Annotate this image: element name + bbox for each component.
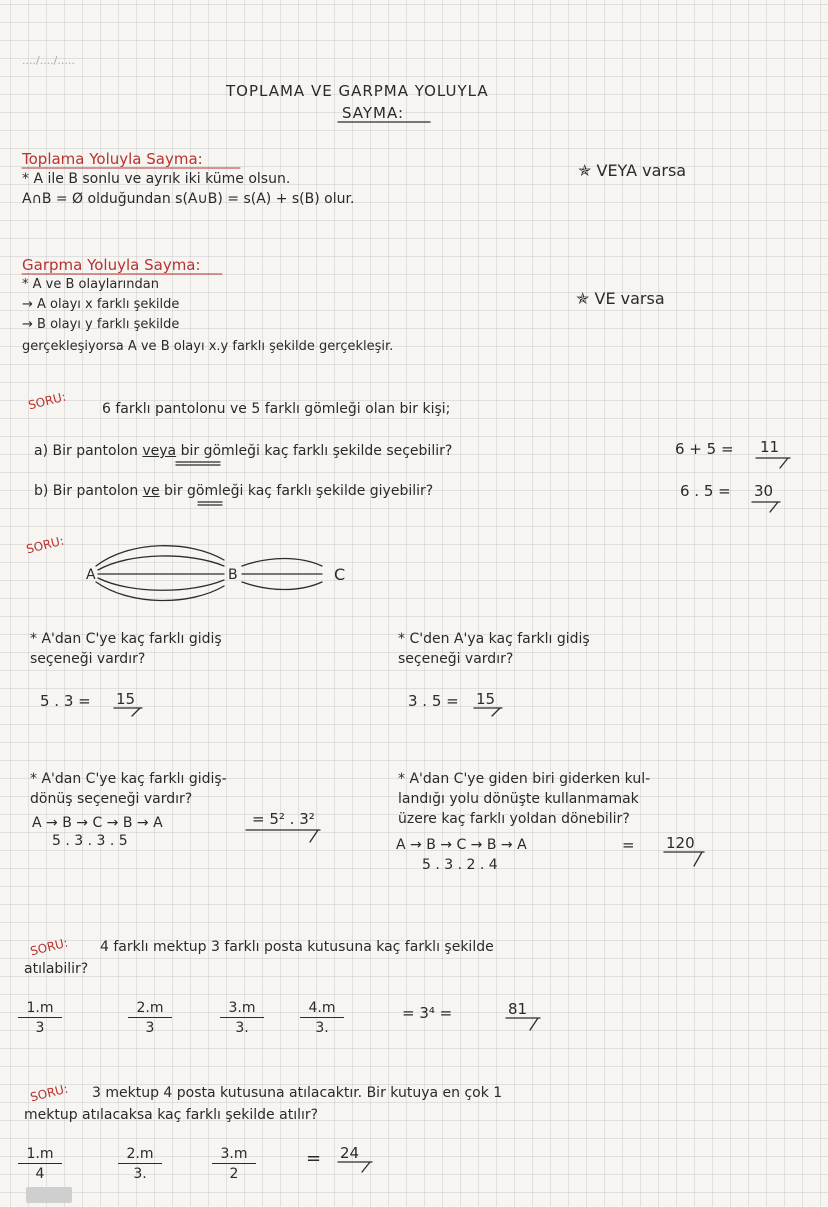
soru1-tag: SORU: (26, 389, 68, 413)
soru2-q4-line3: üzere kaç farklı yoldan dönebilir? (398, 811, 630, 827)
soru2-q3-path: A → B → C → B → A (32, 815, 163, 831)
soru2-q3-line2: dönüş seçeneği vardır? (30, 791, 193, 807)
road-bc-3 (242, 582, 322, 590)
soru4-answer: 24 (340, 1144, 360, 1162)
toplama-note: ✯ VEYA varsa (578, 161, 687, 180)
carpma-note: ✯ VE varsa (576, 289, 665, 308)
soru1-b-key-underline (198, 502, 222, 505)
soru2-q2-work: 3 . 5 = (408, 692, 459, 710)
soru4-fraction-2-den: 3. (133, 1166, 147, 1182)
carpma-heading: Garpma Yoluyla Sayma: (22, 256, 201, 274)
soru1-b-work: 6 . 5 = (680, 482, 731, 500)
soru4-line2: mektup atılacaksa kaç farklı şekilde atılır? (24, 1107, 319, 1123)
soru4-fraction-1-num: 1.m (18, 1146, 62, 1164)
soru3-line1: 4 farklı mektup 3 farklı posta kutusuna kaç farklı şekilde (100, 939, 494, 955)
soru2-q4-answer: 120 (666, 834, 695, 852)
soru3-fraction-3-num: 3.m (220, 1000, 264, 1018)
soru4-fraction-2-num: 2.m (118, 1146, 162, 1164)
soru2-q1-line2: seçeneği vardır? (30, 651, 146, 667)
carpma-line1: * A ve B olaylarından (22, 277, 159, 292)
soru1-b-suffix: bir gömleği kaç farklı şekilde giyebilir? (164, 483, 434, 499)
carpma-line4: gerçekleşiyorsa A ve B olayı x.y farklı şekilde gerçekleşir. (22, 339, 394, 354)
carpma-line2: → A olayı x farklı şekilde (22, 297, 180, 312)
soru2-q3-hook (246, 830, 320, 842)
soru2-q4-line2: landığı yolu dönüşte kullanmamak (398, 791, 639, 807)
soru3-fraction-4-num: 4.m (300, 1000, 344, 1018)
soru2-q4-hook (664, 852, 704, 866)
node-b: B (228, 567, 238, 583)
soru2-q1-hook (114, 708, 142, 716)
soru4-answer-hook (338, 1162, 372, 1172)
soru1-a-prefix: a) Bir pantolon (34, 443, 138, 459)
soru2-q4-line1: * A'dan C'ye giden biri giderken kul- (398, 771, 651, 787)
soru2-tag: SORU: (24, 533, 66, 557)
soru4-fraction-3-num: 3.m (212, 1146, 256, 1164)
soru1-b-prefix: b) Bir pantolon (34, 483, 139, 499)
date-marks: ..../..../..... (22, 54, 75, 67)
soru2-q3-line1: * A'dan C'ye kaç farklı gidiş- (30, 771, 227, 787)
soru3-line2: atılabilir? (24, 961, 89, 977)
soru4-fraction-1-den: 4 (35, 1166, 45, 1182)
soru1-b-key: ve (142, 483, 160, 499)
toplama-line2: A∩B = Ø olduğundan s(A∪B) = s(A) + s(B) olur. (22, 191, 355, 207)
soru1-a-answer: 11 (760, 438, 780, 456)
road-ab-4 (98, 578, 224, 590)
node-c: C (334, 565, 346, 584)
soru2-q1-answer: 15 (116, 690, 136, 708)
node-a: A (86, 567, 96, 583)
carpma-line3: → B olayı y farklı şekilde (22, 317, 180, 332)
page-title-line2: SAYMA: (342, 104, 405, 122)
soru2-q3-result: = 5² . 3² (252, 810, 315, 828)
soru2-q2-hook (474, 708, 502, 716)
soru4-result: = (306, 1148, 322, 1169)
soru2-q4-factors: 5 . 3 . 2 . 4 (422, 857, 498, 873)
soru2-q3-factors: 5 . 3 . 3 . 5 (52, 833, 128, 849)
soru2-q2-answer: 15 (476, 690, 496, 708)
toplama-heading: Toplama Yoluyla Sayma: (22, 150, 203, 168)
road-bc-1 (242, 559, 322, 567)
soru3-answer: 81 (508, 1000, 528, 1018)
soru1-a-key-underline (176, 462, 220, 465)
soru3-fraction-2-den: 3 (145, 1020, 155, 1036)
soru1-a-answer-hook (756, 458, 790, 468)
soru4-tag: SORU: (28, 1081, 70, 1105)
soru2-q2-line1: * C'den A'ya kaç farklı gidiş (398, 631, 590, 647)
soru2-q1-line1: * A'dan C'ye kaç farklı gidiş (30, 631, 222, 647)
soru3-fraction-2-num: 2.m (128, 1000, 172, 1018)
road-ab-2 (98, 556, 224, 570)
soru1-b-answer: 30 (754, 482, 774, 500)
soru1-a-suffix: bir gömleği kaç farklı şekilde seçebilir? (180, 443, 453, 459)
soru1-a-key: veya (142, 443, 177, 459)
soru1-a-work: 6 + 5 = (675, 440, 734, 458)
soru4-line1: 3 mektup 4 posta kutusuna atılacaktır. Bir kutuya en çok 1 (92, 1085, 503, 1101)
soru2-q1-work: 5 . 3 = (40, 692, 91, 710)
soru2-q2-line2: seçeneği vardır? (398, 651, 514, 667)
soru3-result: = 3⁴ = (402, 1004, 453, 1022)
soru3-fraction-1-num: 1.m (18, 1000, 62, 1018)
soru4-fraction-3-den: 2 (229, 1166, 239, 1182)
soru1-question: 6 farklı pantolonu ve 5 farklı gömleği olan bir kişi; (102, 401, 451, 417)
soru2-q4-eq: = (622, 836, 635, 854)
toplama-line1: * A ile B sonlu ve ayrık iki küme olsun. (22, 171, 291, 187)
soru3-fraction-4-den: 3. (315, 1020, 329, 1036)
soru3-answer-hook (506, 1018, 540, 1030)
soru3-fraction-1-den: 3 (35, 1020, 45, 1036)
soru2-q4-path: A → B → C → B → A (396, 837, 527, 853)
soru3-tag: SORU: (28, 935, 70, 959)
page-title-line1: TOPLAMA VE GARPMA YOLUYLA (226, 82, 489, 100)
soru3-fraction-3-den: 3. (235, 1020, 249, 1036)
soru1-b-answer-hook (752, 502, 780, 512)
